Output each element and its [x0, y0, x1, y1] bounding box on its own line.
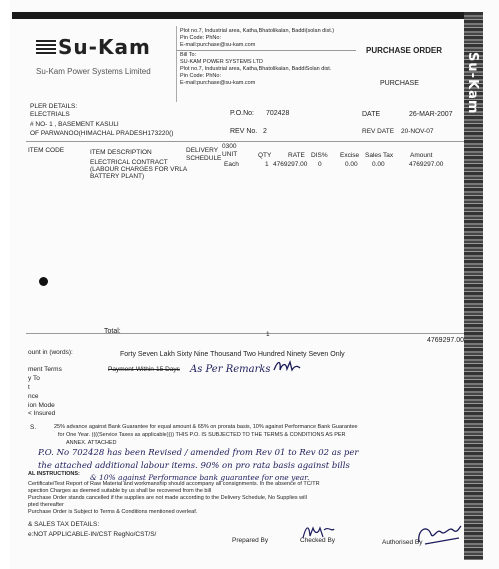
col-unit: UNIT: [222, 151, 238, 158]
bill-to-name: SU-KAM POWER SYSTEMS LTD: [180, 59, 264, 65]
payment-terms-handwritten: As Per Remarks: [190, 364, 271, 375]
rev-no: 2: [263, 128, 267, 135]
total-qty: 1: [266, 331, 270, 338]
col-description: ITEM DESCRIPTION: [90, 149, 152, 156]
prepared-by-label: Prepared By: [232, 537, 269, 544]
row-unit: Each: [224, 161, 239, 168]
bill-to-pin: Pin Code: PhNo:: [180, 73, 221, 79]
terms-row-1: y To: [28, 375, 40, 382]
total-label: Total:: [104, 328, 121, 335]
supplier-label: PLER DETAILS:: [30, 103, 78, 110]
row-excise: 0.00: [345, 161, 358, 168]
top-border-bar: [12, 12, 464, 19]
handwritten-remark-2: the attached additional labour items. 90% on pro rata basis against bills: [38, 461, 350, 471]
remark-line-3: ANNEX. ATTACHED: [66, 440, 117, 446]
terms-row-5: < Insured: [28, 410, 56, 417]
col-sales-tax: Sales Tax: [365, 152, 394, 159]
punch-hole: [39, 277, 48, 286]
total-amount: 4769297.00: [427, 337, 464, 344]
row-dis: 0: [318, 161, 322, 168]
bill-to-label: Bill To:: [180, 52, 197, 58]
doc-title: PURCHASE ORDER: [366, 46, 443, 55]
instruction-4: pted thereafter: [28, 502, 64, 508]
terms-row-3: nce: [28, 393, 39, 400]
logo-mark-icon: [36, 40, 56, 56]
email-line: E-mail:purchase@su-kam.com: [180, 42, 256, 48]
totals-rule: [26, 333, 464, 334]
remark-number: S.: [30, 424, 37, 431]
row-desc-1: ELECTRICAL CONTRACT: [90, 159, 168, 166]
rev-date-label: REV DATE: [362, 128, 395, 135]
table-top-rule: [26, 141, 464, 142]
po-no: 702428: [266, 110, 290, 117]
date-label: DATE: [362, 111, 381, 118]
col-qty: QTY: [258, 152, 272, 159]
remark-line-2: for One Year. ((((Service Taxes as applicable)))) THIS P.O. IS SUBJECTED TO THE TERMS & CONDITIONS AS PER: [58, 432, 346, 438]
side-brand-text: Su-Kam: [465, 52, 480, 115]
bill-to-plot: Plot no.7, Industrial area, Katha,Bhatolikalan, BaddiSolan dist.: [180, 66, 332, 72]
col-amount: Amount: [410, 152, 433, 159]
authorised-by-label: Authorised By: [382, 539, 423, 546]
po-date: 26-MAR-2007: [409, 111, 453, 118]
company-name: Su-Kam Power Systems Limited: [36, 67, 151, 76]
checked-by-label: Checked By: [300, 537, 336, 544]
handwritten-remark-3: & 10% against Performance bank guarantee for one year.: [90, 473, 310, 482]
pin-line: Pin Code: PhNo:: [180, 35, 221, 41]
handwritten-remark-1: P.O. No 702428 has been Revised / amended from Rev 01 to Rev 02 as per: [38, 448, 359, 458]
row-rate: 4769297.00: [273, 161, 308, 168]
logo-text: Su-Kam: [58, 35, 151, 59]
instruction-5: Purchase Order is Subject to Terms & Conditions mentioned overleaf.: [28, 509, 198, 515]
col-item-code: ITEM CODE: [28, 147, 65, 154]
header-rule: [176, 50, 356, 51]
words-label: ount in (words):: [28, 349, 73, 356]
col-excise: Excise: [340, 152, 360, 159]
instructions-label: AL INSTRUCTIONS:: [28, 471, 80, 477]
supplier-name: ELECTRIALS: [30, 111, 70, 118]
supplier-address-1: # NO- 1 , BASEMENT KASULI: [30, 121, 119, 128]
tax-details-line: e:NOT APPLICABLE-IN/CST RegNo/CST/S/: [28, 531, 157, 538]
plot-line: Plot no.7, Industrial area, Katha,Bhatolikalan, Baddi(solan dist.): [180, 28, 335, 34]
row-desc-2: (LABOUR CHARGES FOR VRLA: [90, 166, 188, 173]
bill-to-email: E-mail:purchase@su-kam.com: [180, 80, 256, 86]
col-dis: DIS%: [311, 152, 328, 159]
remark-line-1: 25% advance against Bank Guarantee for equal amount & 65% on prorata basis, 10% against Performance Bank Guarantee: [54, 424, 358, 430]
terms-row-4: ion Mode: [28, 402, 55, 409]
col-schedule: DELIVERY SCHEDULE: [186, 147, 222, 162]
terms-row-2: t: [28, 384, 30, 391]
unit-code: 0300: [222, 143, 237, 150]
initials-signature: [272, 358, 302, 374]
row-sales-tax: 0.00: [372, 161, 385, 168]
header-divider: [176, 26, 177, 102]
instruction-1: Certificate/Test Report of Raw Material and workmanship should accompany all consignments. In the absence of TC/TR: [28, 481, 320, 487]
payment-terms-label: ment Terms: [28, 366, 62, 373]
payment-terms-struck: Payment-Within-15 Days: [108, 366, 180, 373]
row-desc-3: BATTERY PLANT): [90, 173, 145, 180]
rev-no-label: REV No.: [230, 128, 258, 135]
tax-details-label: & SALES TAX DETAILS:: [28, 521, 100, 528]
company-logo: [36, 35, 151, 59]
amount-in-words: Forty Seven Lakh Sixty Nine Thousand Two Hundred Ninety Seven Only: [120, 351, 345, 358]
row-amount: 4769297.00: [409, 161, 444, 168]
rev-date: 20-NOV-07: [401, 128, 434, 135]
col-rate: RATE: [288, 152, 305, 159]
po-no-label: P.O.No:: [230, 110, 254, 117]
row-qty: 1: [265, 161, 269, 168]
page-edge: [0, 0, 10, 569]
doc-title-2: PURCHASE: [380, 80, 419, 87]
instruction-2: spection Charges as deemed suitable by us shall be recovered from the bill: [28, 488, 212, 494]
side-brand-strip: [464, 12, 483, 560]
instruction-3: Purchase Order stands cancelled if the supplies are not made according to the Delivery Schedule, No Supplies will: [28, 495, 307, 501]
supplier-address-2: OF PARWANOO(HIMACHAL PRADESH173220(): [30, 130, 174, 137]
